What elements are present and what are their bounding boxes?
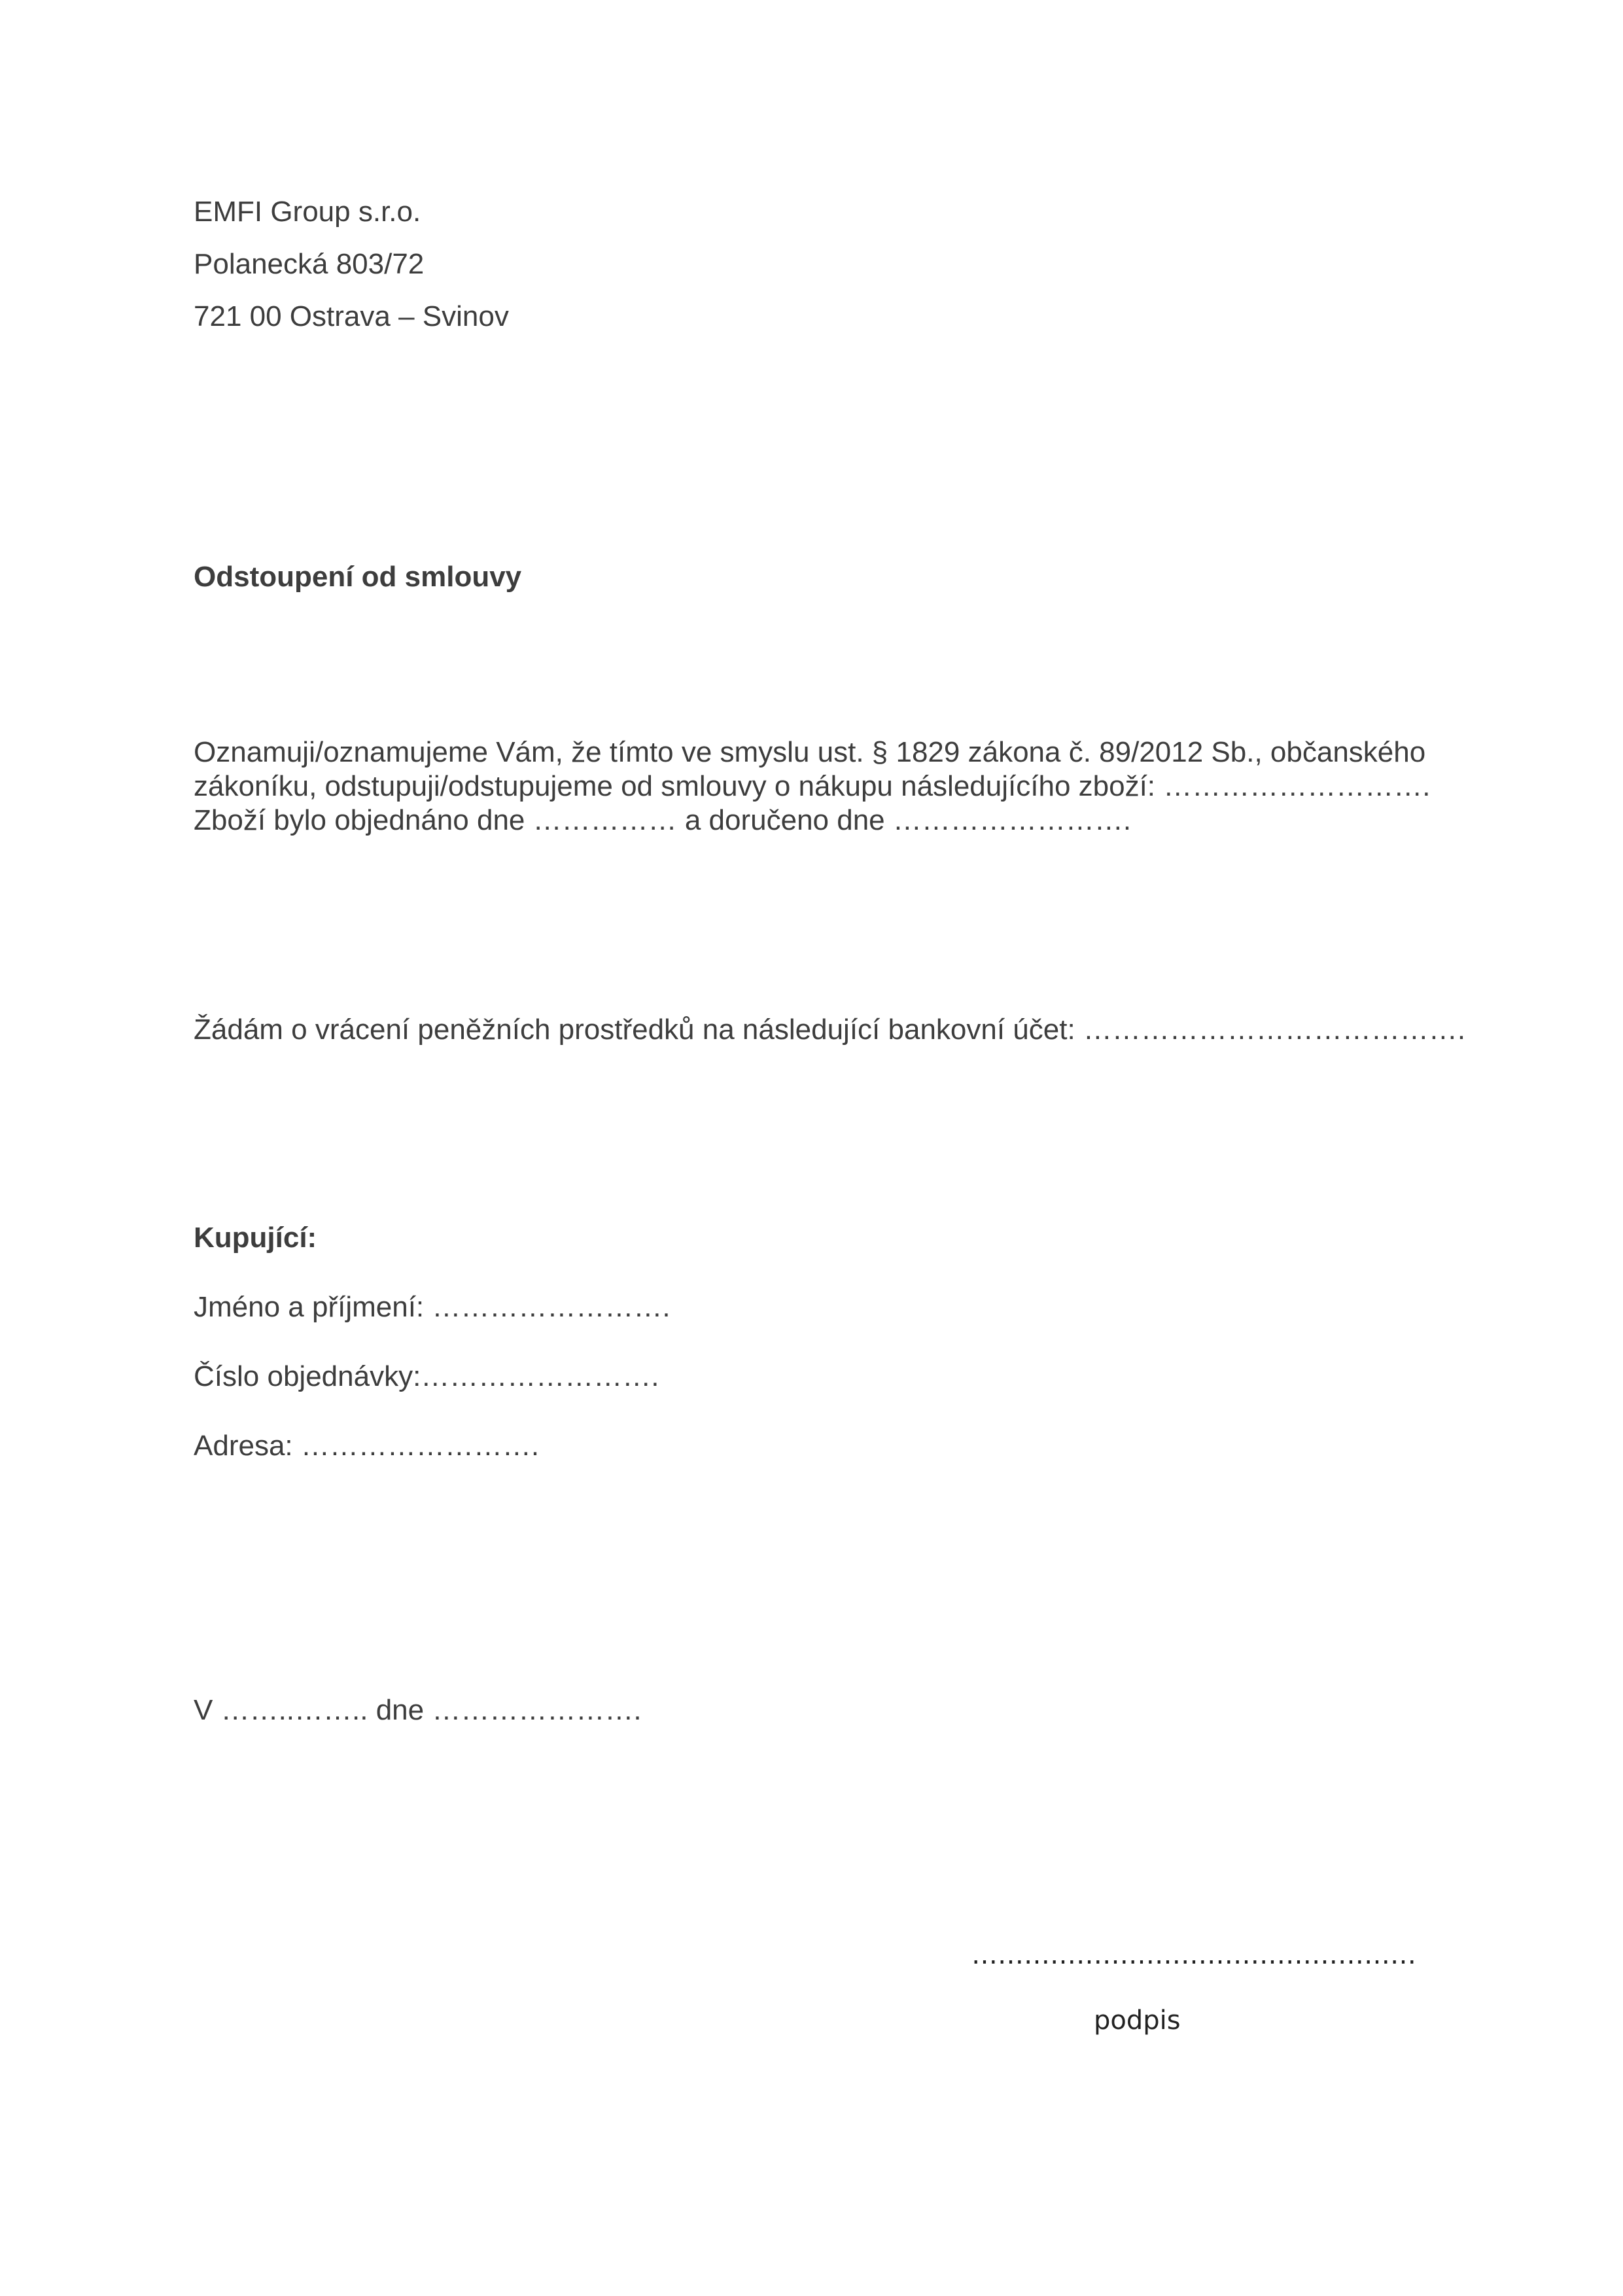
recipient-city: 721 00 Ostrava – Svinov [194,300,509,332]
place-date-field: V ……..…….. dne …………………. [194,1694,642,1726]
buyer-order-number-field: Číslo objednávky:……………………. [194,1360,659,1392]
withdrawal-notice-line-3: Zboží bylo objednáno dne …………… a doručeno dne ……………………. [194,804,1132,836]
withdrawal-notice [194,735,1437,838]
withdrawal-notice-line-2: zákoníku, odstupuji/odstupujeme od smlouvy o nákupu následujícího zboží: ………………………. [194,770,1431,802]
buyer-name-field: Jméno a příjmení: ……………………. [194,1291,671,1323]
buyer-heading: Kupující: [194,1222,317,1254]
signature-line: …………………………………………… [971,1940,1416,1970]
recipient-company: EMFI Group s.r.o. [194,196,421,228]
recipient-street: Polanecká 803/72 [194,248,425,280]
refund-request: Žádám o vrácení peněžních prostředků na následující bankovní účet: …………………………………. [194,1014,1466,1046]
signature-label: podpis [1094,2005,1181,2036]
document-title: Odstoupení od smlouvy [194,561,522,593]
buyer-address-field: Adresa: ……………………. [194,1430,540,1462]
withdrawal-notice-line-1: Oznamuji/oznamujeme Vám, že tímto ve smyslu ust. § 1829 zákona č. 89/2012 Sb., občanského [194,736,1426,768]
